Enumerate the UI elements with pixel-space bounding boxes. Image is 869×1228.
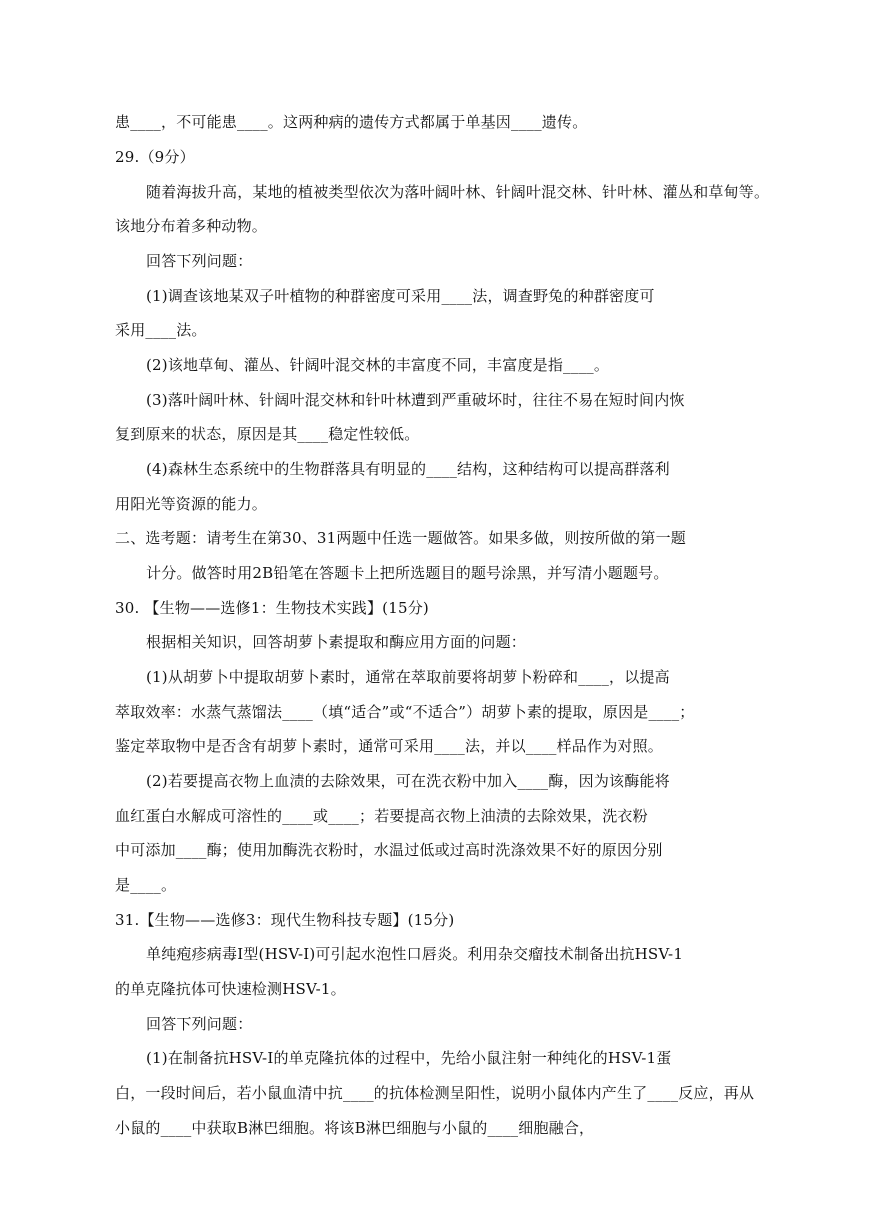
text-line: 该地分布着多种动物。 xyxy=(115,217,268,235)
text-line: 回答下列问题： xyxy=(146,1015,253,1033)
text-line: 随着海拔升高，某地的植被类型依次为落叶阔叶林、针阔叶混交林、针叶林、灌丛和草甸等。 xyxy=(146,183,770,201)
text-line: 的单克隆抗体可快速检测HSV-1。 xyxy=(115,980,346,998)
text-line: 复到原来的状态，原因是其____稳定性较低。 xyxy=(115,425,420,443)
question-header: 30. 【生物——选修1：生物技术实践】(15分) xyxy=(115,599,429,617)
text-line: (1)调查该地某双子叶植物的种群密度可采用____法，调查野兔的种群密度可 xyxy=(146,287,655,305)
text-line: (4)森林生态系统中的生物群落具有明显的____结构，这种结构可以提高群落利 xyxy=(146,460,670,478)
text-line: 患____，不可能患____。这两种病的遗传方式都属于单基因____遗传。 xyxy=(115,113,588,131)
text-line: (1)在制备抗HSV-I的单克隆抗体的过程中，先给小鼠注射一种纯化的HSV-1蛋 xyxy=(146,1049,672,1067)
text-line: 白，一段时间后，若小鼠血清中抗____的抗体检测呈阳性，说明小鼠体内产生了____反应，再从 xyxy=(115,1084,755,1102)
text-line: 萃取效率：水蒸气蒸馏法____（填“适合”或“不适合”）胡萝卜素的提取，原因是____； xyxy=(115,703,695,721)
question-header: 31.【生物——选修3：现代生物科技专题】(15分) xyxy=(115,911,455,929)
text-line: 根据相关知识，回答胡萝卜素提取和酶应用方面的问题： xyxy=(146,633,527,651)
text-line: 采用____法。 xyxy=(115,321,207,339)
text-line: 是____。 xyxy=(115,876,177,894)
text-line: (2)若要提高衣物上血渍的去除效果，可在洗衣粉中加入____酶，因为该酶能将 xyxy=(146,772,670,790)
question-header: 29.（9分） xyxy=(115,148,195,166)
section-header: 二、选考题：请考生在第30、31两题中任选一题做答。如果多做，则按所做的第一题 xyxy=(115,529,686,547)
text-line: 鉴定萃取物中是否含有胡萝卜素时，通常可采用____法，并以____样品作为对照。 xyxy=(115,737,664,755)
text-line: (2)该地草甸、灌丛、针阔叶混交林的丰富度不同，丰富度是指____。 xyxy=(146,356,610,374)
text-line: 单纯疱疹病毒Ⅰ型(HSV-I)可引起水泡性口唇炎。利用杂交瘤技术制备出抗HSV-1 xyxy=(146,945,684,963)
text-line: (1)从胡萝卜中提取胡萝卜素时，通常在萃取前要将胡萝卜粉碎和____，以提高 xyxy=(146,668,670,686)
text-line: (3)落叶阔叶林、针阔叶混交林和针叶林遭到严重破坏时，往往不易在短时间内恢 xyxy=(146,391,685,409)
text-line: 小鼠的____中获取B淋巴细胞。将该B淋巴细胞与小鼠的____细胞融合， xyxy=(115,1119,595,1137)
text-line: 计分。做答时用2B铅笔在答题卡上把所选题目的题号涂黑，并写清小题题号。 xyxy=(146,564,669,582)
text-line: 中可添加____酶；使用加酶洗衣粉时，水温过低或过高时洗涤效果不好的原因分别 xyxy=(115,841,663,859)
text-line: 血红蛋白水解成可溶性的____或____；若要提高衣物上油渍的去除效果，洗衣粉 xyxy=(115,807,648,825)
text-line: 回答下列问题： xyxy=(146,252,253,270)
text-line: 用阳光等资源的能力。 xyxy=(115,495,268,513)
